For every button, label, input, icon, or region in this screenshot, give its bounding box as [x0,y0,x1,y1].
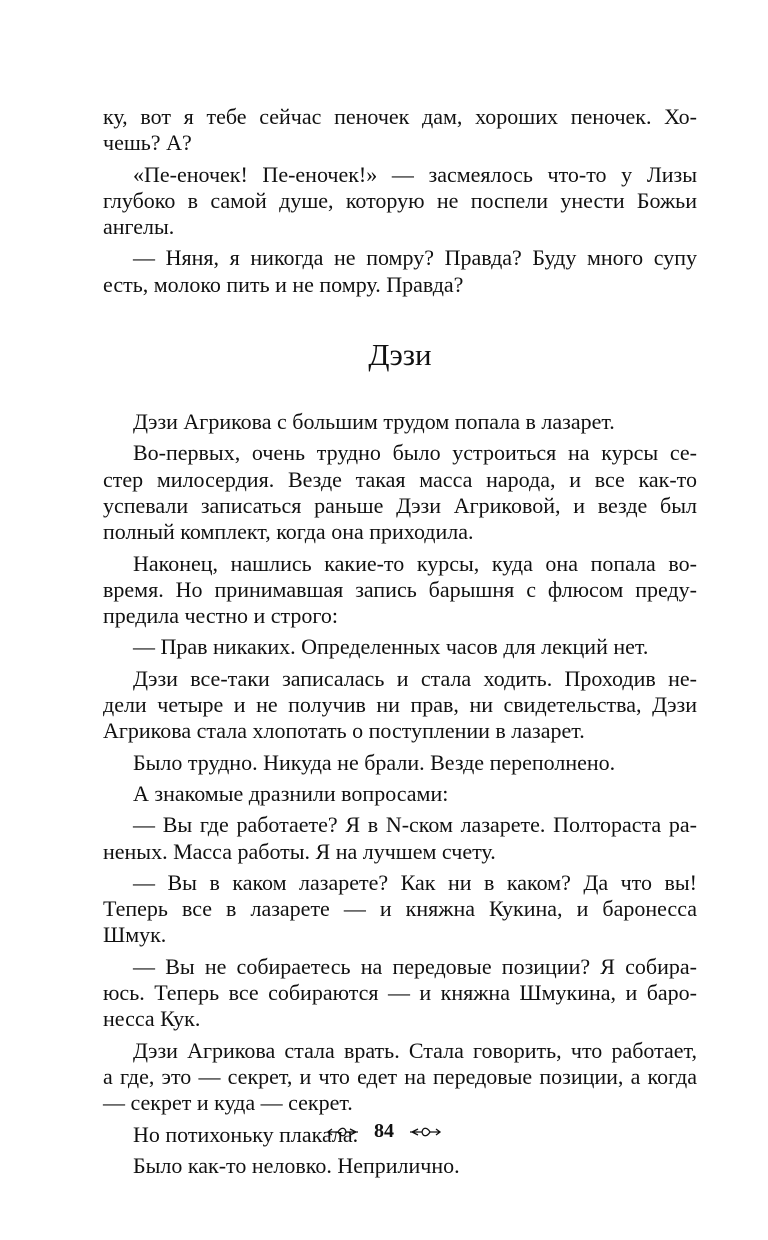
left-ornament-icon [326,1125,360,1139]
chapter-text [103,409,697,1179]
paragraph [103,870,697,949]
paragraph [103,634,697,660]
paragraph [103,440,697,545]
paragraph [103,781,697,807]
text-line: полный комплект, когда она приходила. [103,519,474,545]
text-line: а где, это — секрет, и что едет на передовые позиции, а когда [103,1063,697,1089]
text-line: — Няня, я никогда не помру? Правда? Буду много супу [133,245,697,271]
paragraph [103,162,697,241]
text-line: успевали записаться раньше Дэзи Агриковой, и везде был [103,492,697,518]
chapter-title: Дэзи [368,337,432,373]
text-line: — Вы где работаете? Я в N-ском лазарете. Полтораста ра- [133,812,697,838]
paragraph [103,750,697,776]
text-line: чешь? А? [103,130,192,156]
text-line: Было трудно. Никуда не брали. Везде переполнено. [133,749,616,775]
paragraph [103,954,697,1033]
right-ornament-icon [408,1125,442,1139]
text-line: Агрикова стала хлопотать о поступлении в лазарет. [103,718,585,744]
text-line: А знакомые дразнили вопросами: [133,780,449,806]
paragraph [103,409,697,435]
text-line: глубоко в самой душе, которую не поспели унести Божьи [103,187,697,213]
paragraph [103,1153,697,1179]
text-line: Дэзи Агрикова стала врать. Стала говорить, что работает, [133,1037,697,1063]
paragraph [103,551,697,630]
paragraph [103,812,697,865]
paragraph [103,1038,697,1117]
text-line: — Вы в каком лазарете? Как ни в каком? Да что вы! [133,869,697,895]
text-line: юсь. Теперь все собираются — и княжна Шмукина, и баро- [103,980,697,1006]
text-line: Во-первых, очень трудно было устроиться на курсы се- [133,440,697,466]
paragraph [103,104,697,157]
text-line: стер милосердия. Везде такая масса народа, и все как-то [103,466,697,492]
text-line: Теперь все в лазарете — и княжна Кукина, и баронесса [103,896,697,922]
text-line: — секрет и куда — секрет. [103,1090,353,1116]
text-line: предила честно и строго: [103,603,338,629]
text-line: время. Но принимавшая запись барышня с флюсом преду- [103,576,697,602]
text-line: ку, вот я тебе сейчас пеночек дам, хороших пеночек. Хо- [103,104,697,129]
text-line: неных. Масса работы. Я на лучшем счету. [103,838,496,864]
text-line: Дэзи все-таки записалась и стала ходить. Проходив не- [133,665,697,691]
paragraph [103,245,697,298]
text-line: Дэзи Агрикова с большим трудом попала в лазарет. [133,409,615,435]
text-line: Было как-то неловко. Неприлично. [133,1152,460,1178]
text-line: — Вы не собираетесь на передовые позиции? Я собира- [133,953,697,979]
page-number: 84 [374,1120,394,1142]
text-line: есть, молоко пить и не помру. Правда? [103,271,464,297]
opening-text [103,104,697,298]
text-line: ангелы. [103,214,175,240]
text-line: Шмук. [103,922,167,948]
page-body [103,104,697,1184]
text-line: — Прав никаких. Определенных часов для лекций нет. [133,634,649,660]
text-line: несса Кук. [103,1006,201,1032]
text-line: Но потихоньку плакала. [133,1121,359,1147]
text-line: «Пе-еночек! Пе-еночек!» — засмеялось что-то у Лизы [133,161,697,187]
paragraph [103,666,697,745]
text-line: дели четыре и не получив ни прав, ни свидетельства, Дэзи [103,692,697,718]
page-footer [0,1120,768,1143]
text-line: Наконец, нашлись какие-то курсы, куда она попала во- [133,550,697,576]
